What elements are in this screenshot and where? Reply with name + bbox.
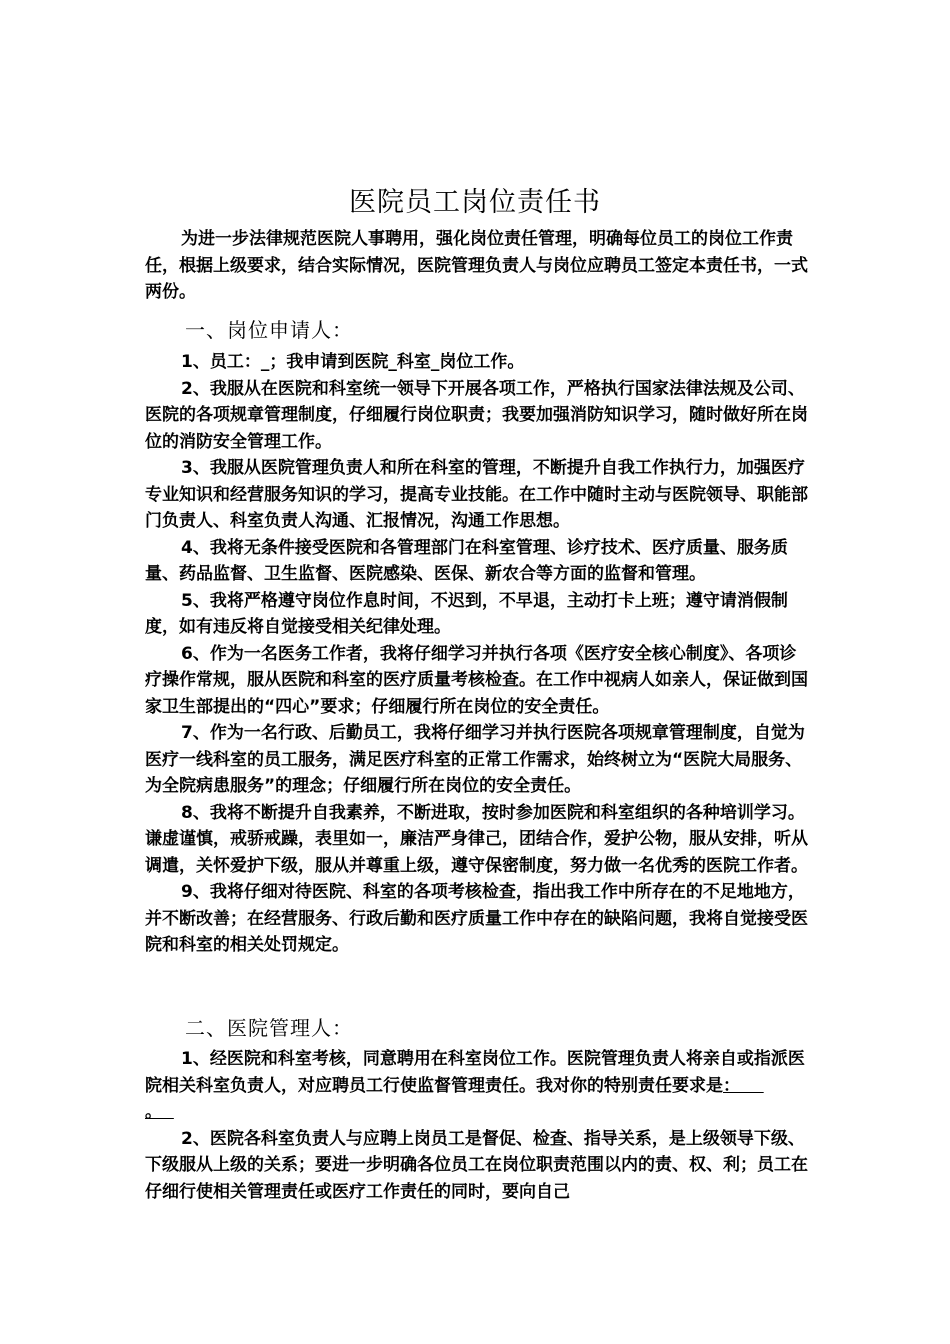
section1-item: 6、作为一名医务工作者，我将仔细学习并执行各项《医疗安全核心制度》、各项诊疗操作常规，服从医院和科室的医疗质量考核检查。在工作中视病人如亲人，保证做到国家卫生部提出的“四心”要求；仔细履行所在岗位的安全责任。 <box>145 643 808 717</box>
section1-item: 1、员工：_；我申请到医院_科室_岗位工作。 <box>181 352 525 372</box>
section1-item: 4、我将无条件接受医院和各管理部门在科室管理、诊疗技术、医疗质量、服务质量、药品监督、卫生监督、医院感染、医保、新农合等方面的监督和管理。 <box>145 537 788 584</box>
section2-item: 2、医院各科室负责人与应聘上岗员工是督促、检查、指导关系，是上级领导下级、下级服从上级的关系；要进一步明确各位员工在岗位职责范围以内的责、权、利；员工在仔细行使相关管理责任或医疗工作责任的同时，要向自己 <box>145 1128 808 1202</box>
section1-item: 3、我服从医院管理负责人和所在科室的管理，不断提升自我工作执行力，加强医疗专业知识和经营服务知识的学习，提高专业技能。在工作中随时主动与医院领导、职能部门负责人、科室负责人沟通、汇报情况，沟通工作思想。 <box>145 458 808 531</box>
blank-end: 。 <box>145 1102 162 1122</box>
section2-item1-end <box>145 1099 810 1126</box>
section1-heading: 一、岗位申请人： <box>185 318 353 342</box>
section2-heading: 二、医院管理人： <box>185 1016 353 1040</box>
section1-item: 5、我将严格遵守岗位作息时间，不迟到，不早退，主动打卡上班；遵守请消假制度，如有违反将自觉接受相关纪律处理。 <box>145 590 788 637</box>
section1-item: 2、我服从在医院和科室统一领导下开展各项工作，严格执行国家法律法规及公司、医院的各项规章管理制度，仔细履行岗位职责；我要加强消防知识学习，随时做好所在岗位的消防安全管理工作。 <box>145 378 808 452</box>
section1-item: 8、我将不断提升自我素养，不断进取，按时参加医院和科室组织的各种培训学习。谦虚谨慎，戒骄戒躁，表里如一，廉洁严身律己，团结合作，爱护公物，服从安排，听从调遣，关怀爱护下级，服从并尊重上级，遵守保密制度，努力做一名优秀的医院工作者。 <box>145 802 808 876</box>
blank-colon: ： <box>723 1075 740 1096</box>
section1-item: 9、我将仔细对待医院、科室的各项考核检查，指出我工作中所存在的不足地地方，并不断改善；在经营服务、行政后勤和医疗质量工作中存在的缺陷问题，我将自觉接受医院和科室的相关处罚规定。 <box>145 882 808 955</box>
section1-item: 7、作为一名行政、后勤员工，我将仔细学习并执行医院各项规章管理制度，自觉为医疗一线科室的员工服务，满足医疗科室的正常工作需求，始终树立为“医院大局服务、为全院病患服务”的理念；仔细履行所在岗位的安全责任。 <box>145 723 805 796</box>
intro-text: 为进一步法律规范医院人事聘用，强化岗位责任管理，明确每位员工的岗位工作责任，根据上级要求，结合实际情况，医院管理负责人与岗位应聘员工签定本责任书，一式两份。 <box>145 229 808 302</box>
section1-body <box>145 349 810 959</box>
section2-body <box>145 1046 810 1205</box>
special-requirement-blank <box>723 1076 764 1096</box>
document-title: 医院员工岗位责任书 <box>349 187 601 218</box>
intro-paragraph <box>145 226 810 306</box>
section2-item <box>145 1046 810 1099</box>
section2-item1-text: 1、经医院和科室考核，同意聘用在科室岗位工作。医院管理负责人将亲自或指派医院相关科室负责人，对应聘员工行使监督管理责任。我对你的特别责任要求是 <box>145 1049 805 1096</box>
